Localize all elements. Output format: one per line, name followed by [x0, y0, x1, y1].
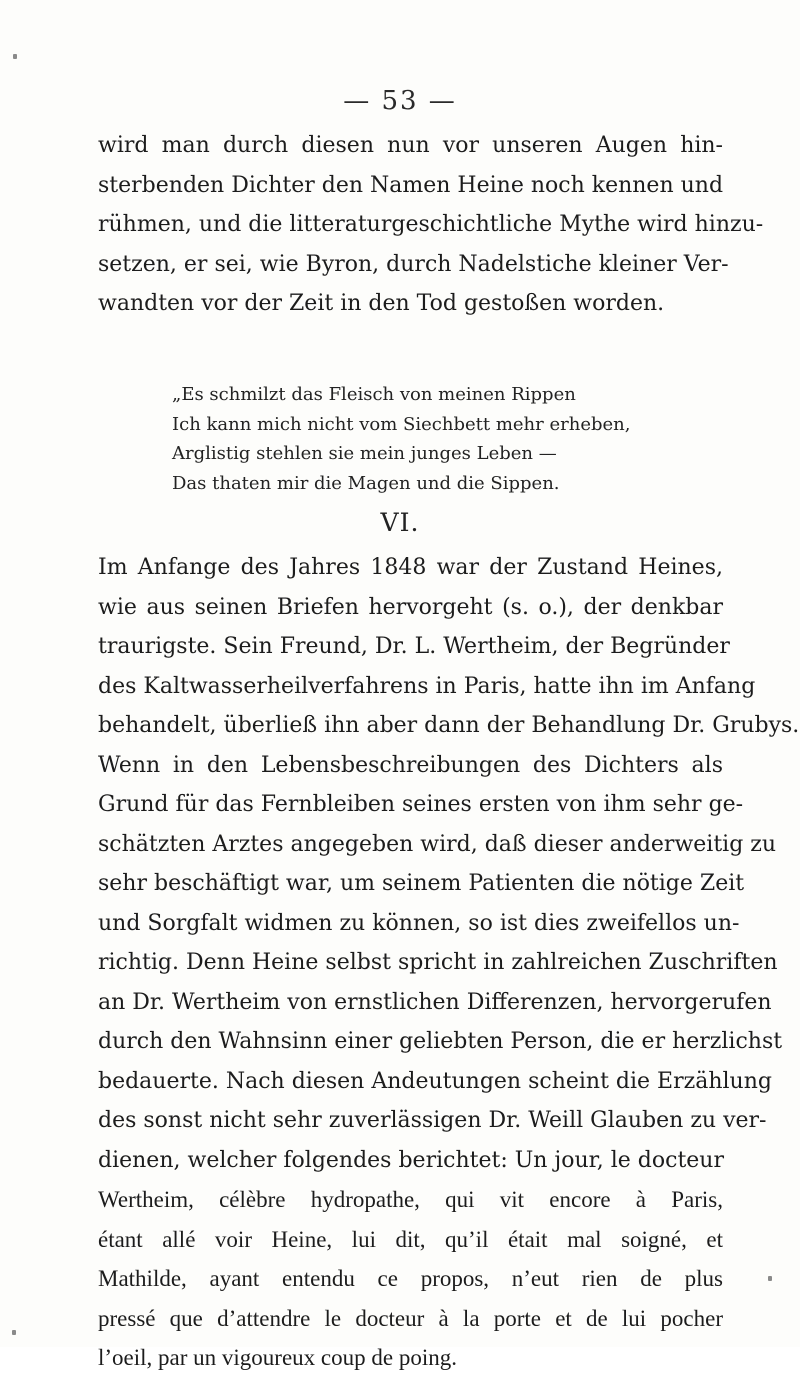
text-line: Mathilde, ayant entendu ce propos, n’eut rien de plus — [98, 1266, 723, 1291]
text-line: wird man durch diesen nun vor unseren Augen hin- — [98, 133, 723, 158]
text-line: sehr beschäftigt war, um seinem Patienten die nötige Zeit — [98, 871, 745, 896]
poem-verse: Arglistig stehlen sie mein junges Leben — — [172, 443, 557, 464]
text-line: étant allé voir Heine, lui dit, qu’il était mal soigné, et — [98, 1226, 723, 1252]
paper-speck — [12, 1330, 16, 1335]
paragraph-1 — [98, 126, 764, 324]
text-line: richtig. Denn Heine selbst spricht in zahlreichen Zuschriften — [98, 950, 778, 975]
text-line: des sonst nicht sehr zuverlässigen Dr. Weill Glauben zu ver- — [98, 1108, 767, 1133]
text-line: Im Anfange des Jahres 1848 war der Zustand Heines, — [98, 555, 723, 580]
text-line: wandten vor der Zeit in den Tod gestoßen worden. — [98, 291, 665, 316]
text-line: setzen, er sei, wie Byron, durch Nadelstiche kleiner Ver- — [98, 251, 729, 277]
text-line: sterbenden Dichter den Namen Heine noch kennen und — [98, 172, 724, 198]
poem-verse: „Es schmilzt das Fleisch von meinen Rippen — [172, 384, 576, 405]
text-line: an Dr. Wertheim von ernstlichen Differenzen, hervorgerufen — [98, 989, 772, 1015]
text-line: Wertheim, célèbre hydropathe, qui vit encore à Paris, — [98, 1187, 723, 1212]
text-line: behandelt, überließ ihn aber dann der Behandlung Dr. Grubys. — [98, 713, 800, 738]
paragraph-2 — [98, 548, 800, 1378]
text-line: des Kaltwasserheilverfahrens in Paris, hatte ihn im Anfang — [98, 673, 756, 699]
text-line: bedauerte. Nach diesen Andeutungen scheint die Erzählung — [98, 1068, 772, 1094]
text-line: durch den Wahnsinn einer geliebten Person, die er herzlichst — [98, 1029, 783, 1054]
text-line: und Sorgfalt widmen zu können, so ist dies zweifellos un- — [98, 910, 740, 936]
text-line: Wenn in den Lebensbeschreibungen des Dichters als — [98, 752, 723, 778]
poem-verse: Das thaten mir die Magen und die Sippen. — [172, 472, 560, 494]
text-line: l’oeil, par un vigoureux coup de poing. — [98, 1345, 457, 1370]
text-line: pressé que d’attendre le docteur à la porte et de lui pocher — [98, 1305, 723, 1331]
poem-verse: Ich kann mich nicht vom Siechbett mehr erheben, — [172, 413, 631, 435]
text-line: wie aus seinen Briefen hervorgeht (s. o.), der denkbar — [98, 594, 723, 620]
text-line: rühmen, und die litteraturgeschichtliche Mythe wird hinzu- — [98, 212, 764, 237]
text-line: schätzten Arztes angegeben wird, daß dieser anderweitig zu — [98, 831, 777, 857]
page-number: — 53 — — [343, 86, 457, 116]
text-line: dienen, welcher folgendes berichtet: Un jour, le docteur — [98, 1147, 724, 1173]
text-line: traurigste. Sein Freund, Dr. L. Wertheim, der Begründer — [98, 634, 730, 659]
text-line: Grund für das Fernbleiben seines ersten von ihm sehr ge- — [98, 792, 744, 817]
paper-speck — [13, 54, 17, 59]
section-heading: VI. — [380, 508, 420, 537]
paper-speck — [768, 1276, 772, 1281]
poem-quotation — [172, 380, 692, 498]
